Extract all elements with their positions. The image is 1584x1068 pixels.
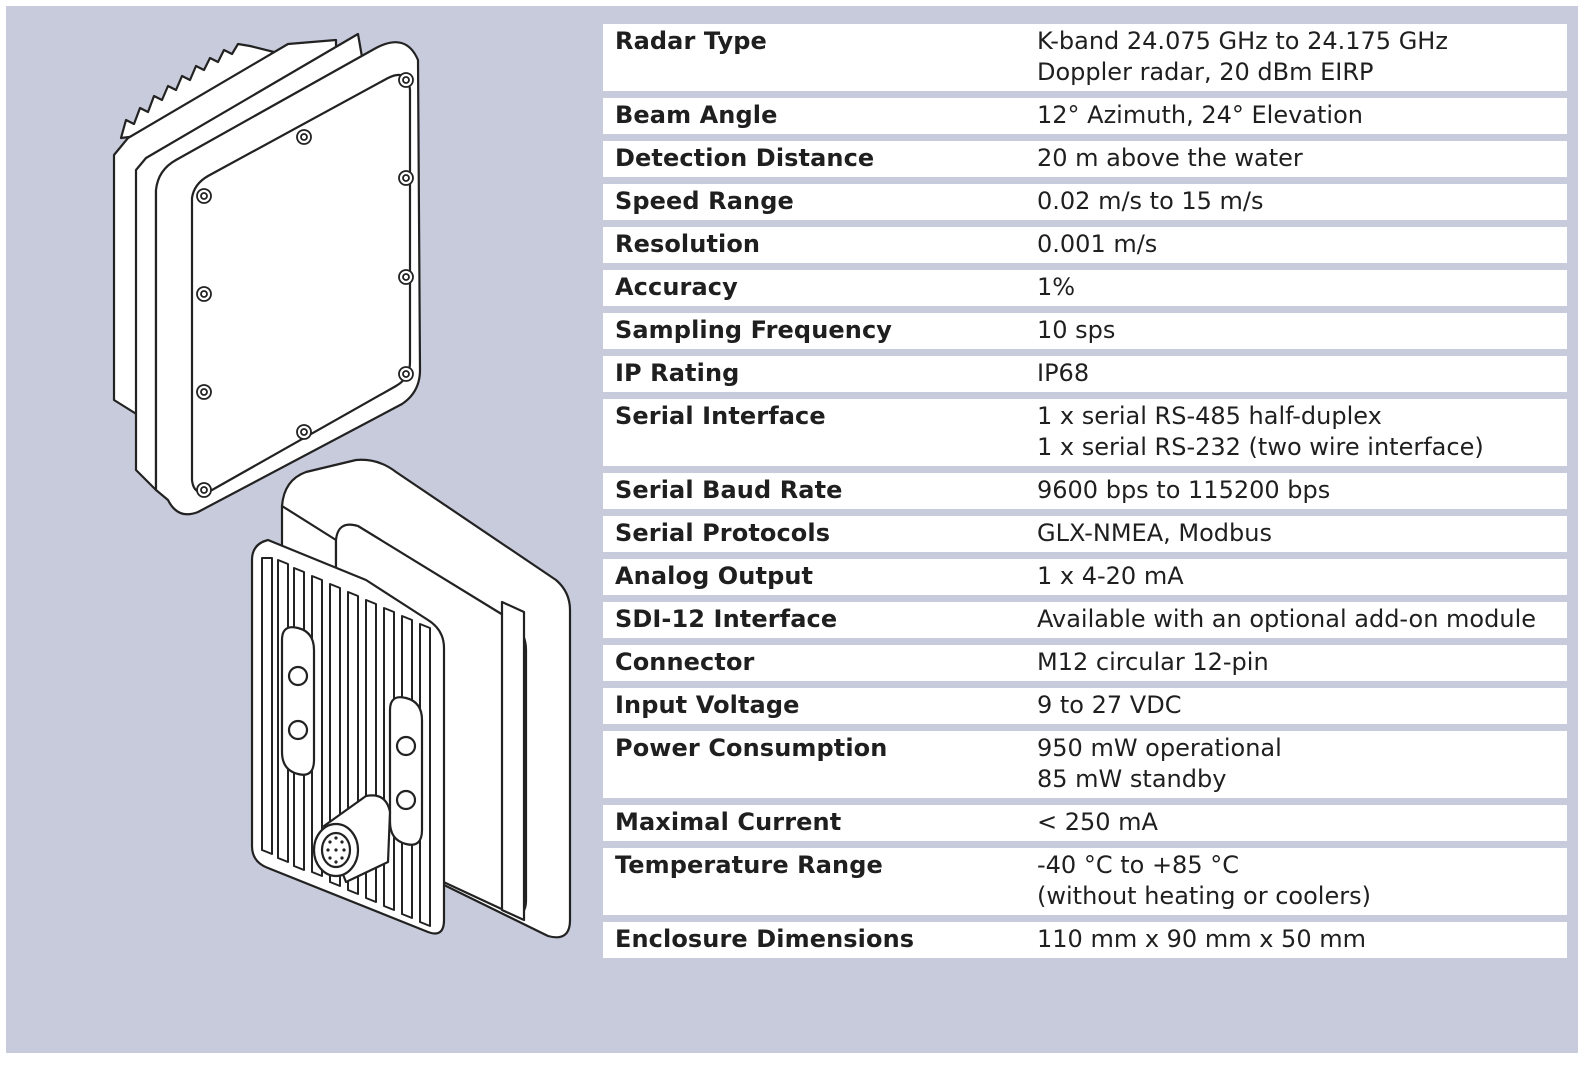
spec-value-line: K-band 24.075 GHz to 24.175 GHz xyxy=(1037,27,1448,55)
spec-value-line: 0.02 m/s to 15 m/s xyxy=(1037,187,1264,215)
spec-value-line: 10 sps xyxy=(1037,316,1116,344)
spec-row xyxy=(603,184,1567,220)
spec-label: Serial Interface xyxy=(615,402,826,430)
spec-row xyxy=(603,559,1567,595)
spec-value-line: IP68 xyxy=(1037,359,1090,387)
spec-value-line: 110 mm x 90 mm x 50 mm xyxy=(1037,925,1366,953)
spec-label: Temperature Range xyxy=(615,851,883,879)
spec-value-line: 12° Azimuth, 24° Elevation xyxy=(1037,101,1363,129)
spec-value xyxy=(1037,356,1567,392)
spec-row xyxy=(603,645,1567,681)
spec-row xyxy=(603,141,1567,177)
spec-label: Power Consumption xyxy=(615,734,888,762)
rear-view xyxy=(252,460,570,938)
spec-row xyxy=(603,848,1567,915)
spec-row xyxy=(603,602,1567,638)
spec-row xyxy=(603,805,1567,841)
spec-value-line: Doppler radar, 20 dBm EIRP xyxy=(1037,58,1374,86)
spec-value xyxy=(1037,688,1567,724)
spec-table xyxy=(603,24,1567,965)
spec-row xyxy=(603,227,1567,263)
spec-value-line: (without heating or coolers) xyxy=(1037,882,1371,910)
spec-sheet-panel xyxy=(6,6,1578,1053)
spec-label: Resolution xyxy=(615,230,761,258)
spec-label: Radar Type xyxy=(615,27,767,55)
spec-label: Accuracy xyxy=(615,273,738,301)
spec-value-line: < 250 mA xyxy=(1037,808,1158,836)
spec-value xyxy=(1037,922,1567,958)
spec-label: Enclosure Dimensions xyxy=(615,925,915,953)
spec-label: Detection Distance xyxy=(615,144,875,172)
spec-value xyxy=(1037,141,1567,177)
spec-value xyxy=(1037,731,1567,798)
spec-value-line: -40 °C to +85 °C xyxy=(1037,851,1239,879)
spec-row xyxy=(603,270,1567,306)
spec-label: SDI-12 Interface xyxy=(615,605,838,633)
spec-value-line: 0.001 m/s xyxy=(1037,230,1158,258)
device-illustration xyxy=(36,20,586,960)
spec-value-line: 950 mW operational xyxy=(1037,734,1282,762)
spec-row xyxy=(603,313,1567,349)
spec-row xyxy=(603,731,1567,798)
spec-row xyxy=(603,24,1567,91)
spec-label: Input Voltage xyxy=(615,691,800,719)
spec-label: Analog Output xyxy=(615,562,814,590)
spec-value-line: 85 mW standby xyxy=(1037,765,1227,793)
spec-value xyxy=(1037,227,1567,263)
spec-row xyxy=(603,922,1567,958)
spec-value xyxy=(1037,24,1567,91)
spec-value-line: GLX-NMEA, Modbus xyxy=(1037,519,1272,547)
spec-value-line: Available with an optional add-on module xyxy=(1037,605,1536,633)
spec-value xyxy=(1037,270,1567,306)
spec-label: IP Rating xyxy=(615,359,740,387)
spec-row xyxy=(603,516,1567,552)
spec-label: Serial Baud Rate xyxy=(615,476,843,504)
spec-row xyxy=(603,473,1567,509)
spec-row xyxy=(603,399,1567,466)
spec-value-line: 1 x 4-20 mA xyxy=(1037,562,1184,590)
spec-value-line: 1 x serial RS-485 half-duplex xyxy=(1037,402,1382,430)
spec-value xyxy=(1037,399,1567,466)
spec-label: Serial Protocols xyxy=(615,519,831,547)
front-view xyxy=(114,34,420,514)
spec-label: Sampling Frequency xyxy=(615,316,893,344)
spec-value xyxy=(1037,516,1567,552)
spec-value xyxy=(1037,848,1567,915)
spec-value xyxy=(1037,98,1567,134)
spec-value xyxy=(1037,602,1567,638)
spec-label: Speed Range xyxy=(615,187,794,215)
spec-value xyxy=(1037,559,1567,595)
spec-label: Connector xyxy=(615,648,755,676)
spec-label: Beam Angle xyxy=(615,101,778,129)
spec-value-line: M12 circular 12-pin xyxy=(1037,648,1269,676)
spec-label: Maximal Current xyxy=(615,808,842,836)
spec-row xyxy=(603,98,1567,134)
spec-row xyxy=(603,356,1567,392)
spec-value-line: 20 m above the water xyxy=(1037,144,1303,172)
spec-value-line: 1 x serial RS-232 (two wire interface) xyxy=(1037,433,1484,461)
spec-value xyxy=(1037,473,1567,509)
spec-value-line: 1% xyxy=(1037,273,1076,301)
spec-value xyxy=(1037,645,1567,681)
spec-value xyxy=(1037,805,1567,841)
spec-value xyxy=(1037,184,1567,220)
spec-value-line: 9 to 27 VDC xyxy=(1037,691,1182,719)
spec-value xyxy=(1037,313,1567,349)
spec-value-line: 9600 bps to 115200 bps xyxy=(1037,476,1331,504)
spec-row xyxy=(603,688,1567,724)
